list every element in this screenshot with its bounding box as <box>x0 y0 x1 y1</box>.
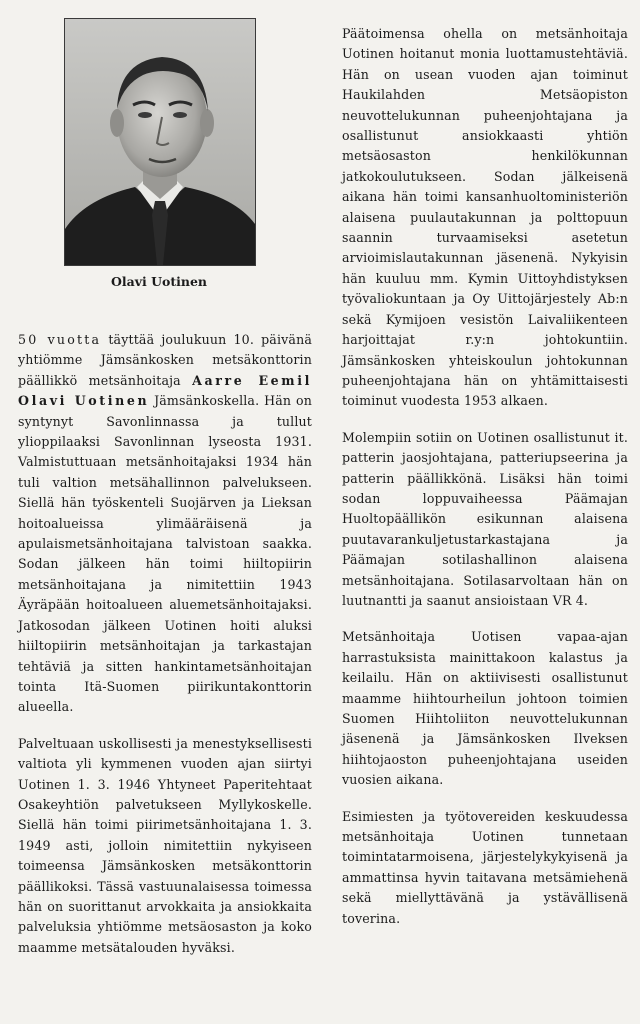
paragraph <box>18 330 312 718</box>
left-column <box>18 330 312 974</box>
paragraph-text: täyttää joulukuun 10. päivänä yhtiömme Jämsänkosken metsäkonttorin päällikkö metsänhoitaja <box>18 332 312 388</box>
photo-caption: Olavi Uotinen <box>111 274 207 289</box>
paragraph: Esimiesten ja työtovereiden keskuudessa metsänhoitaja Uotinen tunnetaan toimintatarmoisena, järjestelykykyisenä ja ammattinsa hyvin taitavana metsämiehenä sekä miellyttävänä ja ystävällisenä toverina. <box>342 808 628 926</box>
paragraph: Molempiin sotiin on Uotinen osallistunut it. patterin jaosjohtajana, patteriupseerina ja patterin päällikkönä. Lisäksi hän toimi sodan loppuvaiheessa Päämajan Huoltopäällikön esikunnan alaisena puutavarankuljetustarkastajana ja Päämajan sotilashallinon alaisena metsänhoitajana. Sotilasarvoltaan hän on luutnantti ja saanut ansioistaan VR 4. <box>342 429 628 608</box>
portrait-photo <box>64 18 256 266</box>
paragraph: Päätoimensa ohella on metsänhoitaja Uotinen hoitanut monia luottamustehtäviä. Hän on usean vuoden ajan toiminut Haukilahden Metsäopiston neuvottelukunnan puheenjohtajana ja osallistunut ansiokkaasti yhtiön metsäosaston henkilökunnan jatkokoulutukseen. Sodan jälkeisenä aikana hän toimi kansanhuoltoministeriön alaisena puulautakunnan ja polttopuun saannin turvaamiseksi asetetun arvioimislautakunnan jäsenenä. Nykyisin hän kuuluu mm. Kymin Uittoyhdistyksen työvaliokuntaan ja Oy Uittojärjestely Ab:n sekä Kymijoen vesistön Laivaliikenteen harjoittajat r.y:n johtokuntiin. Jämsänkosken yhteiskoulun johtokunnan puheenjohtajana hän on yhtämittaisesti toiminut vuodesta 1953 alkaen. <box>342 26 628 409</box>
right-column <box>342 24 628 945</box>
paragraph: Metsänhoitaja Uotisen vapaa-ajan harrastuksista mainittakoon kalastus ja keilailu. Hän on aktiivisesti osallistunut maamme hiihtourheilun johtoon toimien Suomen Hiihtoliiton neuvottelukunnan jäsenenä ja Jämsänkosken Ilveksen hiihtojaoston puheenjohtajana useiden vuosien aikana. <box>342 629 628 788</box>
paragraph: Palveltuaan uskollisesti ja menestyksellisesti valtiota yli kymmenen vuoden ajan siirtyi Uotinen 1. 3. 1946 Yhtyneet Paperitehtaat Osakeyhtiön palvetukseen Myllykoskelle. Siellä hän toimi piirimetsänhoitajana 1. 3. 1949 asti, jolloin nimitettiin nykyiseen toimeensa Jämsänkosken metsäkonttorin päällikoksi. Tässä vastuunalaisessa toimessa hän on suorittanut arvokkaita ja ansiokkaita palveluksia yhtiömme metsäosaston ja koko maamme metsätalouden hyväksi. <box>18 735 312 955</box>
portrait-image <box>65 19 255 265</box>
paragraph-text: Jämsänkoskella. Hän on syntynyt Savonlinnassa ja tullut ylioppilaaksi Savonlinnan lyseosta 1931. Valmistuttuaan metsänhoitajaksi 1934 hän tuli valtion metsähallinnon palvelukseen. Siellä hän työskenteli Suojärven ja Lieksan hoitoalueissa ylimääräisenä ja apulaismetsänhoitajana talvistoan saakka. Sodan jälkeen hän toimi hiiltopiirin metsänhoitajana ja nimitettiin 1943 Äyräpään hoitoalueen aluemetsänhoitajaksi. Jatkosodan jälkeen Uotinen hoiti aluksi hiiltopiirin metsänhoitajan ja tarkastajan tehtäviä ja sitten hankintametsänhoitajan tointa Itä-Suomen piirikuntakonttorin alueella. <box>18 393 312 715</box>
person-name: Aarre Eemil Olavi Uotinen <box>18 372 312 409</box>
lead-words: 50 vuotta <box>18 332 102 347</box>
